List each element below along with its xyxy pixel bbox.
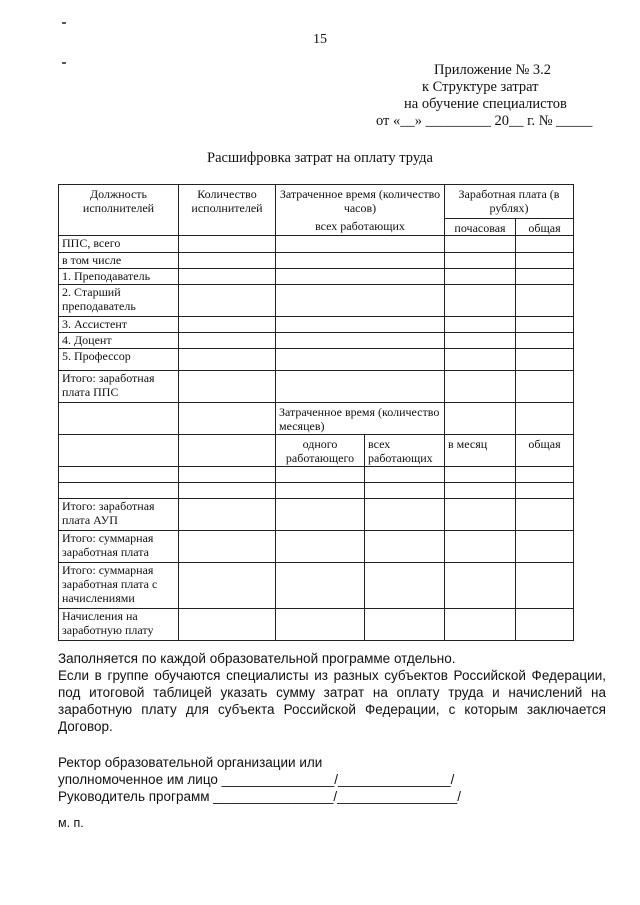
- row-label: 2. Старший преподаватель: [59, 285, 179, 317]
- row-label: ППС, всего: [59, 236, 179, 253]
- row-label: Итого: заработная плата АУП: [59, 499, 179, 531]
- header-one-worker: одного работающего: [276, 435, 365, 467]
- header-total-aup: общая: [516, 435, 574, 467]
- header-total: общая: [516, 219, 574, 236]
- header-count: Количество исполнителей: [179, 185, 276, 236]
- appendix-date-number: от «__» _________ 20__ г. № _____: [376, 113, 593, 129]
- scan-mark: [62, 22, 66, 24]
- row-label: 3. Ассистент: [59, 317, 179, 333]
- appendix-ref-2: на обучение специалистов: [404, 96, 567, 112]
- header-all-workers-aup: всех работающих: [365, 435, 445, 467]
- instruction-2: Если в группе обучаются специалисты из разных субъектов Российской Федерации, под итоговой таблицей указать сумму затрат на оплату труда и начислений на заработную плату для субъекта Российской Федерации, с которым заключается Договор.: [58, 668, 606, 734]
- appendix-number: Приложение № 3.2: [434, 62, 552, 78]
- header-per-month: в месяц: [445, 435, 516, 467]
- salary-breakdown-table: [58, 184, 574, 641]
- row-label: в том числе: [59, 253, 179, 269]
- row-label: Итого: заработная плата ППС: [59, 371, 179, 403]
- appendix-header: [340, 62, 630, 130]
- header-hourly: почасовая: [445, 219, 516, 236]
- header-position: Должность исполнителей: [59, 185, 179, 236]
- document-title: Расшифровка затрат на оплату труда: [207, 150, 433, 166]
- header-time-hours: Затраченное время (количество часов): [276, 185, 445, 219]
- scan-mark: [62, 62, 66, 64]
- instruction-1: Заполняется по каждой образовательной программе отдельно.: [58, 651, 456, 666]
- instructions: [58, 650, 606, 735]
- signature-block: [58, 754, 461, 805]
- row-label: Итого: суммарная заработная плата: [59, 531, 179, 563]
- header-all-workers: всех работающих: [276, 219, 445, 236]
- page-number: 15: [313, 32, 327, 47]
- stamp-place: м. п.: [58, 816, 84, 830]
- program-head-signature: Руководитель программ ________________/________________/: [58, 789, 462, 804]
- header-time-months: Затраченное время (количество месяцев): [276, 403, 445, 435]
- row-label: Начисления на заработную плату: [59, 609, 179, 641]
- rector-signature-line2: уполномоченное им лицо _______________/_______________/: [58, 772, 455, 787]
- row-label: 4. Доцент: [59, 333, 179, 349]
- row-label: Итого: суммарная заработная плата с начислениями: [59, 563, 179, 609]
- header-salary: Заработная плата (в рублях): [445, 185, 574, 219]
- row-label: 1. Преподаватель: [59, 269, 179, 285]
- row-label: 5. Профессор: [59, 349, 179, 371]
- rector-signature-line1: Ректор образовательной организации или: [58, 755, 323, 770]
- appendix-ref: к Структуре затрат: [422, 79, 539, 95]
